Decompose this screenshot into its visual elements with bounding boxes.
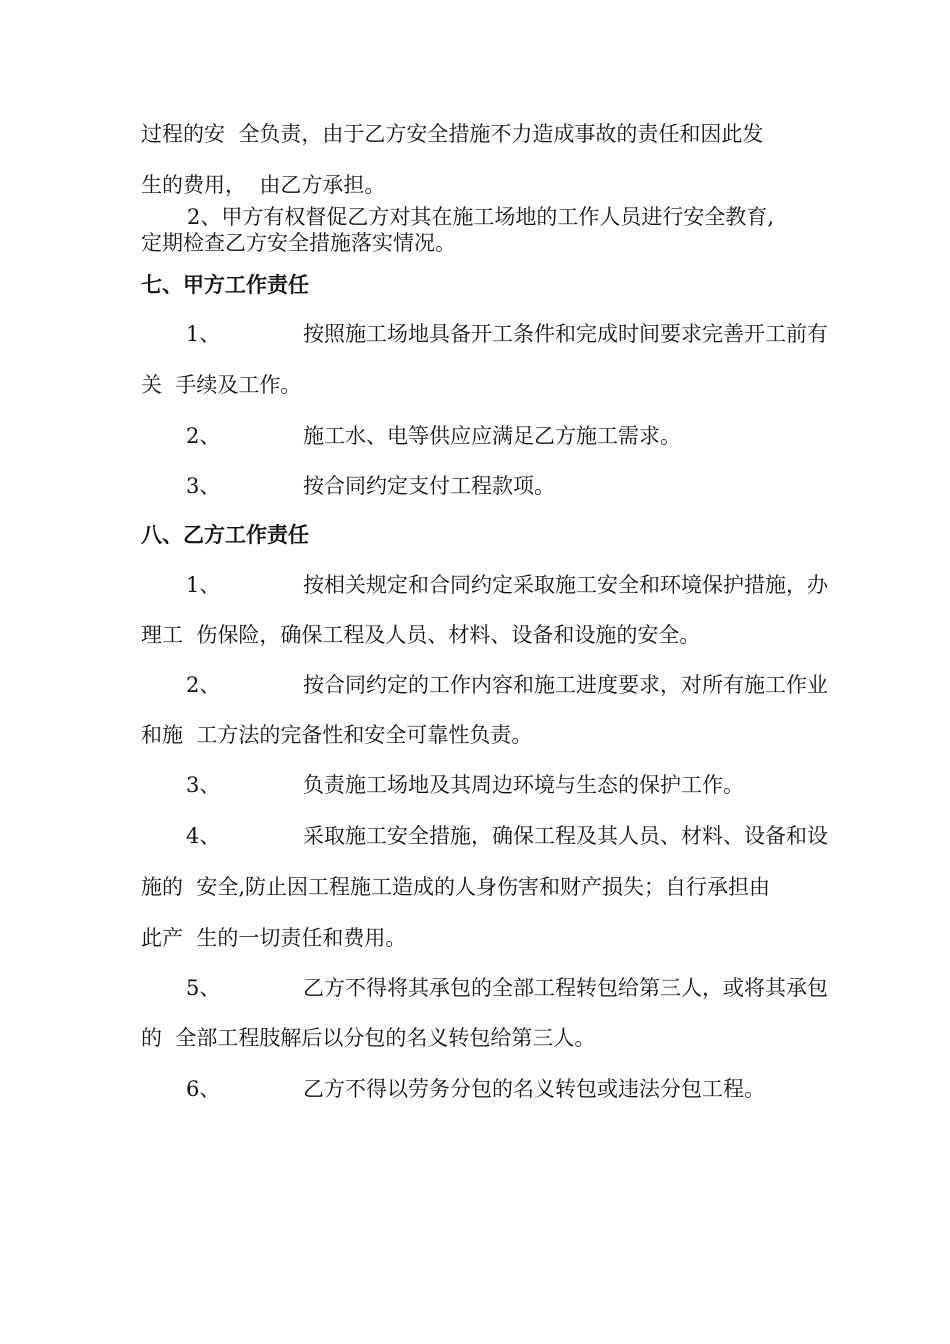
list-item-text: 采取施工安全措施，确保工程及其人员、材料、设备和设	[303, 824, 828, 848]
section-heading: 七、甲方工作责任	[141, 273, 309, 297]
list-item-line	[141, 975, 828, 1001]
list-item-line: 和施 工方法的完备性和安全可靠性负责。	[141, 723, 533, 747]
list-item-number: 4、	[186, 824, 221, 848]
list-item-text: 乙方不得将其承包的全部工程转包给第三人，或将其承包	[303, 976, 828, 1000]
section-heading: 八、乙方工作责任	[141, 523, 309, 547]
list-item-number: 3、	[186, 474, 221, 498]
list-item-number: 2、	[186, 424, 221, 448]
list-item-line	[141, 823, 828, 849]
list-item-text: 施工水、电等供应应满足乙方施工需求。	[303, 424, 681, 448]
list-item-line	[141, 473, 555, 499]
list-item-line	[141, 1076, 765, 1102]
list-item-number: 1、	[186, 322, 221, 346]
list-item-number: 1、	[186, 573, 221, 597]
body-text-line: 2、甲方有权督促乙方对其在施工场地的工作人员进行安全教育,	[187, 205, 775, 229]
list-item-line	[141, 572, 828, 598]
list-item-number: 5、	[186, 976, 221, 1000]
list-item-text: 负责施工场地及其周边环境与生态的保护工作。	[303, 773, 744, 797]
list-item-line: 理工 伤保险，确保工程及人员、材料、设备和设施的安全。	[141, 623, 701, 647]
list-item-line: 施的 安全,防止因工程施工造成的人身伤害和财产损失；自行承担由	[141, 875, 771, 899]
list-item-line: 的 全部工程肢解后以分包的名义转包给第三人。	[141, 1026, 596, 1050]
body-text-line: 生的费用， 由乙方承担。	[141, 173, 386, 197]
list-item-line	[141, 321, 828, 347]
list-item-line	[141, 772, 744, 798]
body-text-line: 定期检查乙方安全措施落实情况。	[141, 231, 456, 255]
list-item-number: 6、	[186, 1077, 221, 1101]
body-text-line: 过程的安 全负责，由于乙方安全措施不力造成事故的责任和因此发	[141, 122, 764, 146]
list-item-number: 2、	[186, 673, 221, 697]
list-item-line: 此产 生的一切责任和费用。	[141, 926, 407, 950]
list-item-text: 按照施工场地具备开工条件和完成时间要求完善开工前有	[303, 322, 828, 346]
list-item-text: 按合同约定支付工程款项。	[303, 474, 555, 498]
list-item-text: 按相关规定和合同约定采取施工安全和环境保护措施，办	[303, 573, 828, 597]
list-item-line	[141, 672, 828, 698]
list-item-text: 乙方不得以劳务分包的名义转包或违法分包工程。	[303, 1077, 765, 1101]
list-item-line	[141, 423, 681, 449]
list-item-number: 3、	[186, 773, 221, 797]
list-item-line: 关 手续及工作。	[141, 373, 302, 397]
list-item-text: 按合同约定的工作内容和施工进度要求，对所有施工作业	[303, 673, 828, 697]
